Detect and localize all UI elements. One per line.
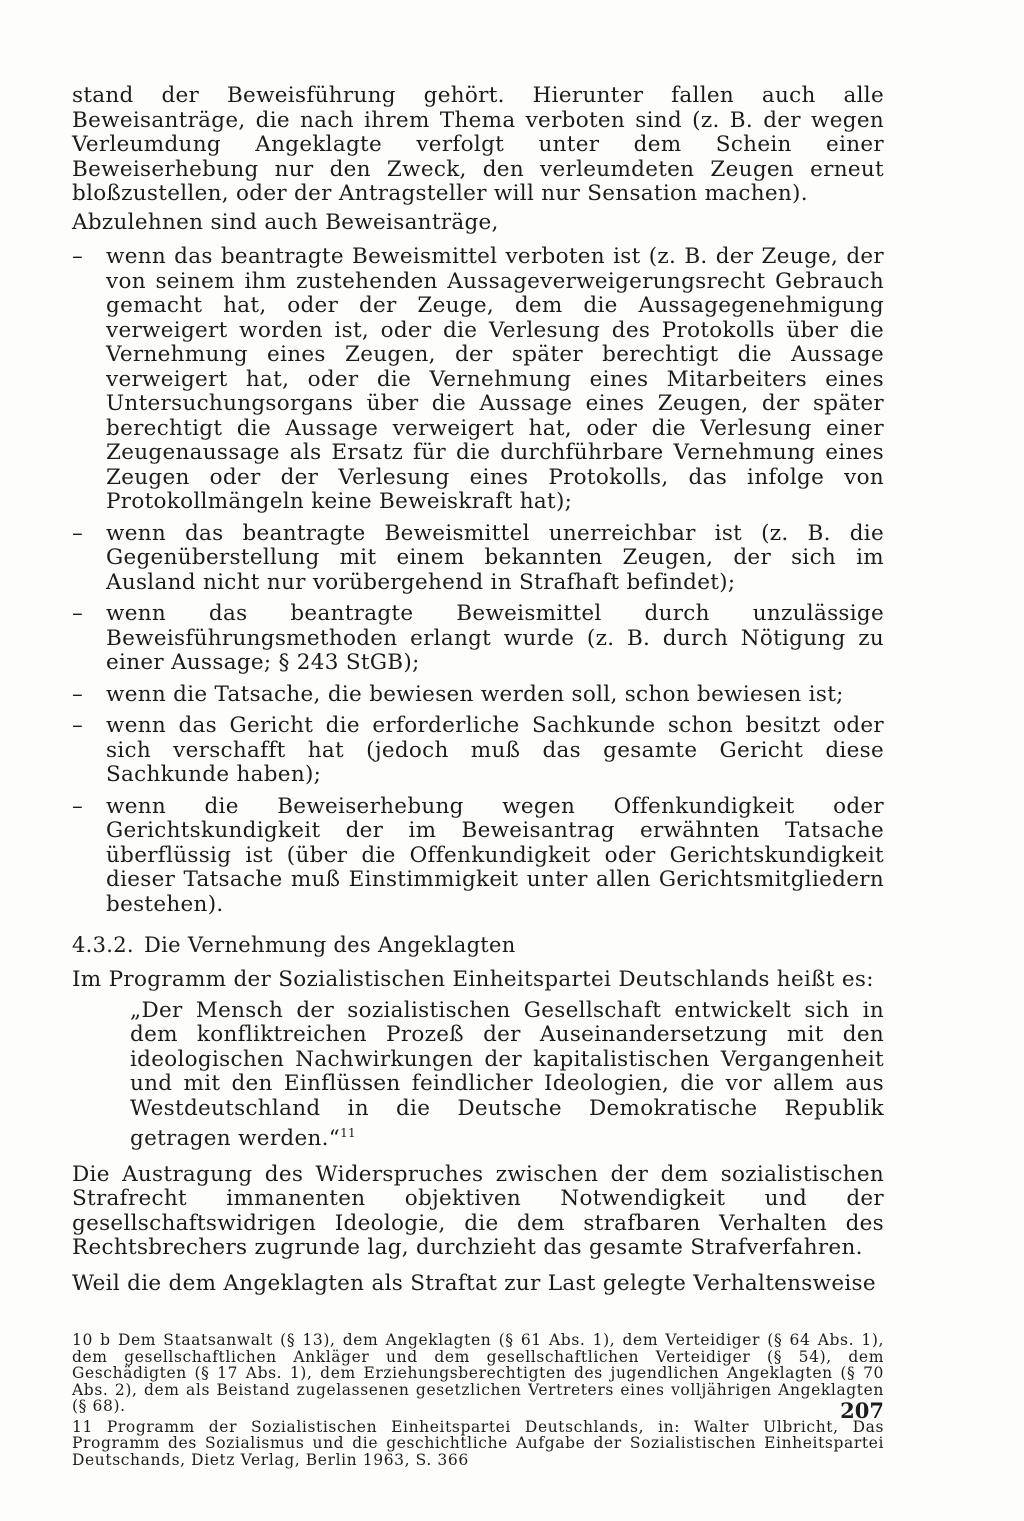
section-number: 4.3.2. [72,933,134,957]
footnotes [72,1332,884,1468]
footnote-text: Dem Staatsanwalt (§ 13), dem Angeklagten (§ 61 Abs. 1), dem Verteidiger (§ 64 Abs. 1), dem gesellschaftlichen Ankläger und dem gesellschaftlichen Verteidiger (§ 54), dem Geschädigten (§ 17 Abs. 1), dem Erziehungsberechtigten des jugendlichen Angeklagten (§ 70 Abs. 2), dem als Beistand zugelassenen gesetzlichen Vertreters eines volljährigen Angeklagten (§ 68). [72,1331,884,1416]
list-intro: Abzulehnen sind auch Beweisanträge, [72,209,499,235]
footnote-ref: 11 [340,1126,356,1140]
list-item [72,522,884,596]
quote-text: „Der Mensch der sozialistischen Gesellschaft entwickelt sich in dem konfliktreichen Prozeß der Auseinandersetzung mit den ideologischen Nachwirkungen der kapitalistischen Vergangenheit und mit den Einflüssen feindlicher Ideologien, die vor allem aus Westdeutschland in die Deutsche Demokratische Republik getragen werden.“ [130,997,884,1152]
page-number: 207 [840,1398,884,1423]
dash-marker: – [72,244,84,269]
footnote-text: Programm der Sozialistischen Einheitspartei Deutschlands, in: Walter Ulbricht, Das Programm des Sozialismus und die geschichtliche Aufgabe der Sozialistischen Einheitspartei Deutschands, Dietz Verlag, Berlin 1963, S. 366 [72,1417,884,1469]
dash-marker: – [72,601,84,626]
dash-marker: – [72,681,84,707]
section-title: Die Vernehmung des Angeklagten [144,933,516,957]
list-item [72,714,884,788]
list-item-text: wenn das beantragte Beweismittel verboten ist (z. B. der Zeuge, der von seinem ihm zustehenden Aussageverweigerungsrecht Gebrauch gemacht hat, oder der Zeuge, dem die Aussagegenehmigung verweigert worden ist, oder die Verlesung des Protokolls über die Vernehmung eines Zeugen, der später berechtigt die Aussage verweigert hat, oder die Vernehmung eines Mitarbeiters eines Untersuchungsorgans über die Aussage eines Zeugen, der später berechtigt die Aussage verweigert hat, oder die Verlesung einer Zeugenaussage als Ersatz für die durchführbare Vernehmung eines Zeugen oder der Verlesung eines Protokolls, das infolge von Protokollmängeln keine Beweiskraft hat); [106,244,884,514]
list-item-text: wenn das beantragte Beweismittel durch unzulässige Beweisführungsmethoden erlangt wurde (z. B. durch Nötigung zu einer Aussage; § 243 StGB); [106,601,884,675]
intro-paragraph: stand der Beweisführung gehört. Hierunter fallen auch alle Beweisanträge, die nach ihrem Thema verboten sind (z. B. der wegen Verleumdung Angeklagte verfolgt unter dem Schein einer Beweiserhebung nur den Zweck, den verleumdeten Zeugen erneut bloßzustellen, oder der Antragsteller will nur Sensation machen). [72,83,884,206]
list-item [72,245,884,515]
list-item-text: wenn die Tatsache, die bewiesen werden soll, schon bewiesen ist; [106,681,844,707]
program-quote [130,999,884,1152]
list-item [72,795,884,918]
footnote-marker: 11 [72,1417,93,1436]
page-body [72,84,884,1472]
last-paragraph: Weil die dem Angeklagten als Straftat zur Last gelegte Verhaltensweise [72,1270,876,1296]
footnote [72,1419,884,1469]
list-item-text: wenn das beantragte Beweismittel unerreichbar ist (z. B. die Gegenüberstellung mit einem bekannten Zeugen, der sich im Ausland nicht nur vorübergehend in Strafhaft befindet); [106,520,884,595]
list-item-text: wenn die Beweiserhebung wegen Offenkundigkeit oder Gerichtskundigkeit der im Beweisantrag erwähnten Tatsache überflüssig ist (über die Offenkundigkeit oder Gerichtskundigkeit dieser Tatsache muß Einstimmigkeit unter allen Gerichtsmitgliedern bestehen). [106,793,884,917]
list-item [72,602,884,676]
program-intro: Im Programm der Sozialistischen Einheitspartei Deutschlands heißt es: [72,967,874,992]
conflict-paragraph: Die Austragung des Widerspruches zwischen der dem sozialistischen Strafrecht immanenten objektiven Notwendigkeit und der gesellschaftswidrigen Ideologie, die dem strafbaren Verhalten des Rechtsbrechers zugrunde lag, durchzieht das gesamte Strafverfahren. [72,1161,884,1261]
footnote [72,1332,884,1415]
dash-marker: – [72,713,84,738]
dash-marker: – [72,520,84,546]
footnote-marker: 10 b [72,1331,111,1350]
list-item-text: wenn das Gericht die erforderliche Sachkunde schon besitzt oder sich verschafft hat (jedoch muß das gesamte Gericht diese Sachkunde haben); [106,713,884,787]
rejection-list [72,245,884,917]
section-heading [72,933,884,957]
dash-marker: – [72,793,84,819]
list-item [72,683,884,708]
